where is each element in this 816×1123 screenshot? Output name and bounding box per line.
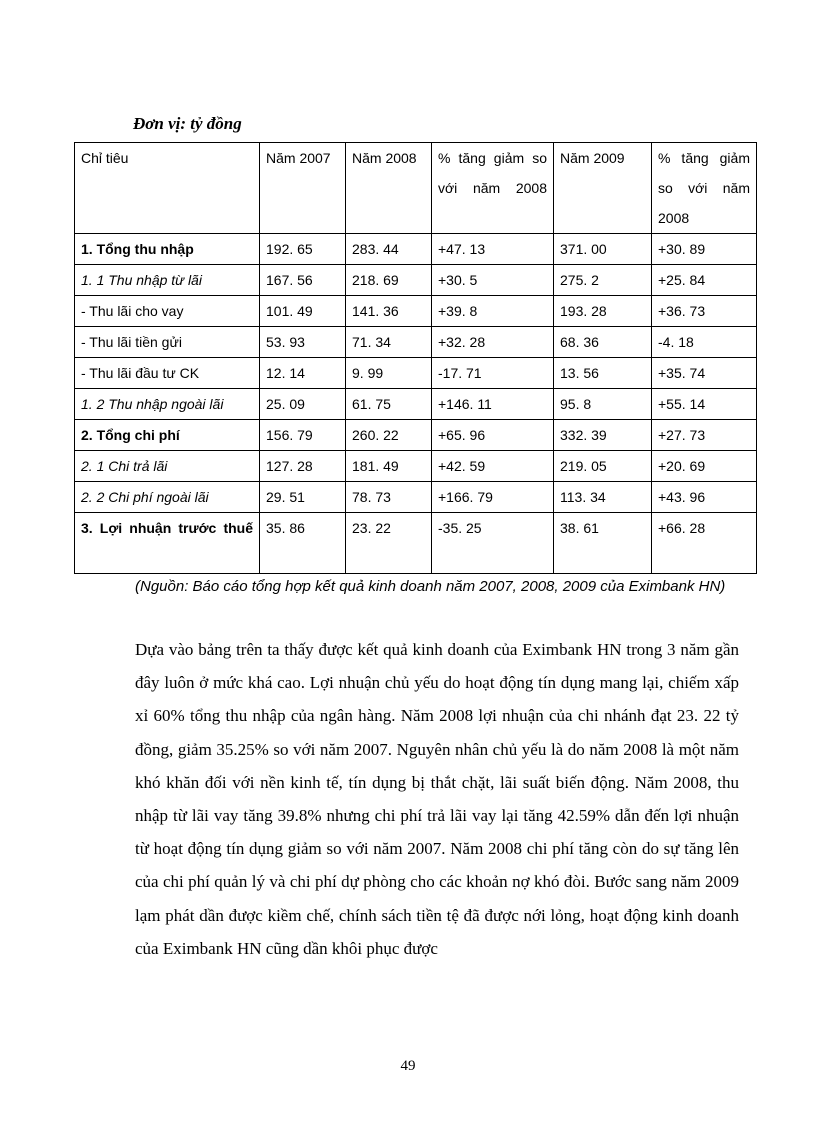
table-cell: +25. 84 [652,265,757,296]
table-cell: 95. 8 [554,389,652,420]
header-cell: Chỉ tiêu [75,143,260,234]
table-cell: +42. 59 [432,451,554,482]
row-label: 2. Tổng chi phí [75,420,260,451]
table-cell: +30. 5 [432,265,554,296]
header-cell: Năm 2009 [554,143,652,234]
table-cell: 101. 49 [260,296,346,327]
table-row [75,482,757,513]
table-cell: 181. 49 [346,451,432,482]
row-label: 2. 2 Chi phí ngoài lãi [75,482,260,513]
row-label: 1. 2 Thu nhập ngoài lãi [75,389,260,420]
table-header-row [75,143,757,234]
table-cell: 260. 22 [346,420,432,451]
table-cell: 25. 09 [260,389,346,420]
row-label: 1. 1 Thu nhập từ lãi [75,265,260,296]
table-row [75,389,757,420]
table-cell: 13. 56 [554,358,652,389]
header-cell: Năm 2007 [260,143,346,234]
table-cell: -17. 71 [432,358,554,389]
table-cell: +27. 73 [652,420,757,451]
row-label: 3. Lợi nhuận trước thuế [75,513,260,574]
row-label: 2. 1 Chi trả lãi [75,451,260,482]
table-cell: +35. 74 [652,358,757,389]
table-cell: +32. 28 [432,327,554,358]
table-cell: 53. 93 [260,327,346,358]
table-cell: 12. 14 [260,358,346,389]
table-row [75,234,757,265]
table-cell: 219. 05 [554,451,652,482]
header-cell: % tăng giảm so với năm 2008 [432,143,554,234]
table-cell: +20. 69 [652,451,757,482]
table-cell: 113. 34 [554,482,652,513]
row-label: - Thu lãi cho vay [75,296,260,327]
table-cell: +66. 28 [652,513,757,574]
table-row [75,451,757,482]
table-row [75,358,757,389]
table-cell: 23. 22 [346,513,432,574]
row-label: - Thu lãi đầu tư CK [75,358,260,389]
source-note: (Nguồn: Báo cáo tổng hợp kết quả kinh doanh năm 2007, 2008, 2009 của Eximbank HN) [135,578,726,595]
unit-label: Đơn vị: tỷ đồng [133,114,242,133]
table-cell: 167. 56 [260,265,346,296]
table-cell: 192. 65 [260,234,346,265]
table-cell: +65. 96 [432,420,554,451]
header-cell: Năm 2008 [346,143,432,234]
table-cell: 38. 61 [554,513,652,574]
table-cell: 156. 79 [260,420,346,451]
table-cell: 9. 99 [346,358,432,389]
results-table [74,142,757,574]
table-cell: +146. 11 [432,389,554,420]
table-cell: 78. 73 [346,482,432,513]
table-row [75,265,757,296]
row-label: - Thu lãi tiền gửi [75,327,260,358]
table-cell: 68. 36 [554,327,652,358]
row-label: 1. Tổng thu nhập [75,234,260,265]
table-cell: 35. 86 [260,513,346,574]
table-cell: 371. 00 [554,234,652,265]
header-cell: % tăng giảm so với năm 2008 [652,143,757,234]
table-cell: 29. 51 [260,482,346,513]
body-paragraph: Dựa vào bảng trên ta thấy được kết quả kinh doanh của Eximbank HN trong 3 năm gần đây luôn ở mức khá cao. Lợi nhuận chủ yếu do hoạt động tín dụng mang lại, chiếm xấp xỉ 60% tổng thu nhập của ngân hàng. Năm 2008 lợi nhuận của chi nhánh đạt 23. 22 tỷ đồng, giảm 35.25% so với năm 2007. Nguyên nhân chủ yếu là do năm 2008 là một năm khó khăn đối với nền kinh tế, tín dụng bị thắt chặt, lãi suất biến động. Năm 2008, thu nhập từ lãi vay tăng 39.8% nhưng chi phí trả lãi vay lại tăng 42.59% dẫn đến lợi nhuận từ hoạt động tín dụng giảm so với năm 2007. Năm 2008 chi phí tăng còn do sự tăng lên của chi phí quản lý và chi phí dự phòng cho các khoản nợ khó đòi. Bước sang năm 2009 lạm phát dần được kiềm chế, chính sách tiền tệ đã được nới lỏng, hoạt động kinh doanh của Eximbank HN cũng dần khôi phục được [135,640,739,958]
table-cell: +47. 13 [432,234,554,265]
table-cell: +39. 8 [432,296,554,327]
table-row [75,296,757,327]
table-cell: +55. 14 [652,389,757,420]
table-cell: 275. 2 [554,265,652,296]
table-cell: 218. 69 [346,265,432,296]
table-row [75,327,757,358]
table-cell: 193. 28 [554,296,652,327]
table-cell: 61. 75 [346,389,432,420]
table-cell: 71. 34 [346,327,432,358]
table-cell: 283. 44 [346,234,432,265]
table-cell: +166. 79 [432,482,554,513]
table-cell: -4. 18 [652,327,757,358]
table-cell: 332. 39 [554,420,652,451]
table-row [75,513,757,574]
table-cell: +30. 89 [652,234,757,265]
table-cell: +36. 73 [652,296,757,327]
table-cell: 141. 36 [346,296,432,327]
table-cell: -35. 25 [432,513,554,574]
table-cell: 127. 28 [260,451,346,482]
page-number: 49 [400,1058,416,1074]
table-cell: +43. 96 [652,482,757,513]
table-row [75,420,757,451]
